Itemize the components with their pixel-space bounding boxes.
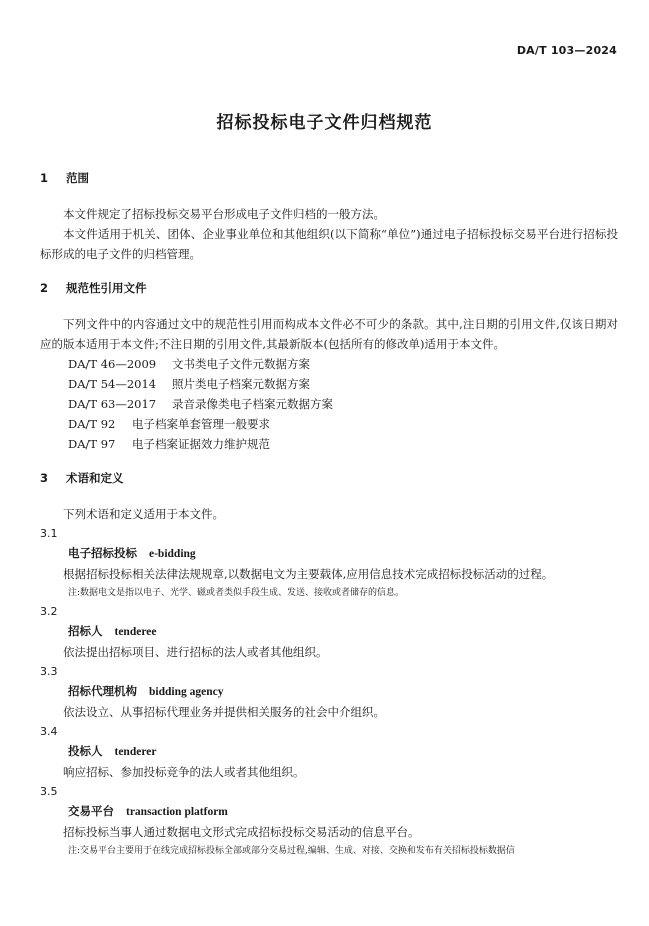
- section-heading: [40, 170, 618, 186]
- term-definition: 依法设立、从事招标代理业务并提供相关服务的社会中介组织。: [63, 705, 385, 719]
- document-title: 招标投标电子文件归档规范: [216, 113, 433, 133]
- reference-item: [40, 354, 618, 374]
- term-definition: 依法提出招标项目、进行招标的法人或者其他组织。: [63, 645, 328, 659]
- section-scope: [40, 170, 618, 264]
- term-number: 3.1: [40, 527, 58, 540]
- term-number: 3.4: [40, 725, 58, 738]
- section-title: 术语和定义: [66, 471, 124, 485]
- term-note: 注:数据电文是指以电子、光学、磁或者类似手段生成、发送、接收或者储存的信息。: [68, 588, 405, 598]
- section-heading: [40, 280, 618, 296]
- term-number: 3.2: [40, 605, 58, 618]
- reference-code: DA/T 46—2009: [68, 357, 157, 371]
- term-heading: [40, 741, 618, 762]
- term-english: tenderee: [114, 626, 157, 638]
- term-note: 注:交易平台主要用于在线完成招标投标全部或部分交易过程,编辑、生成、对接、交换和发布有关招标投标数据信: [68, 846, 515, 856]
- term-chinese: 投标人: [68, 744, 103, 758]
- section-number: 2: [40, 281, 49, 295]
- term-heading: [40, 681, 618, 702]
- term-entry: [40, 602, 618, 662]
- term-english: e-bidding: [149, 548, 196, 560]
- term-heading: [40, 801, 618, 822]
- reference-item: [40, 414, 618, 434]
- term-heading: [40, 621, 618, 642]
- term-entry: [40, 722, 618, 782]
- term-english: bidding agency: [149, 686, 224, 698]
- term-entry: [40, 782, 618, 860]
- section-terms-definitions: [40, 470, 618, 860]
- term-entry: [40, 662, 618, 722]
- reference-list: [40, 354, 618, 454]
- term-chinese: 招标人: [68, 624, 103, 638]
- term-definition: 招标投标当事人通过数据电文形式完成招标投标交易活动的信息平台。: [63, 825, 420, 839]
- term-definition: 根据招标投标相关法律法规规章,以数据电文为主要载体,应用信息技术完成招标投标活动的过程。: [63, 567, 554, 581]
- term-chinese: 招标代理机构: [68, 684, 137, 698]
- term-chinese: 电子招标投标: [68, 546, 137, 560]
- document-body: [40, 170, 618, 876]
- reference-code: DA/T 63—2017: [68, 397, 157, 411]
- section-title: 范围: [66, 171, 89, 185]
- reference-code: DA/T 92: [68, 417, 116, 431]
- term-english: transaction platform: [126, 806, 228, 818]
- term-heading: [40, 543, 618, 564]
- term-number: 3.5: [40, 785, 58, 798]
- reference-item: [40, 434, 618, 454]
- paragraph: 下列文件中的内容通过文中的规范性引用而构成本文件必不可少的条款。其中,注日期的引用文件,仅该日期对应的版本适用于本文件;不注日期的引用文件,其最新版本(包括所有的修改单)适用于本文件。: [40, 317, 618, 351]
- reference-name: 录音录像类电子档案元数据方案: [172, 397, 333, 411]
- section-heading: [40, 470, 618, 486]
- reference-name: 电子档案证据效力维护规范: [132, 437, 270, 451]
- section-number: 1: [40, 171, 49, 185]
- term-definition: 响应招标、参加投标竞争的法人或者其他组织。: [63, 765, 305, 779]
- paragraph: 本文件适用于机关、团体、企业事业单位和其他组织(以下简称“单位”)通过电子招标投标交易平台进行招标投标形成的电子文件的归档管理。: [40, 227, 618, 261]
- paragraph: 本文件规定了招标投标交易平台形成电子文件归档的一般方法。: [63, 207, 385, 221]
- reference-name: 文书类电子文件元数据方案: [172, 357, 310, 371]
- section-title: 规范性引用文件: [66, 281, 147, 295]
- reference-item: [40, 374, 618, 394]
- reference-item: [40, 394, 618, 414]
- term-number: 3.3: [40, 665, 58, 678]
- reference-name: 电子档案单套管理一般要求: [132, 417, 270, 431]
- reference-code: DA/T 54—2014: [68, 377, 157, 391]
- section-normative-references: [40, 280, 618, 454]
- term-entry: [40, 524, 618, 602]
- reference-code: DA/T 97: [68, 437, 116, 451]
- paragraph: 下列术语和定义适用于本文件。: [63, 507, 224, 521]
- term-english: tenderer: [114, 746, 157, 758]
- section-number: 3: [40, 471, 49, 485]
- document-code: DA/T 103—2024: [516, 44, 617, 57]
- reference-name: 照片类电子档案元数据方案: [172, 377, 310, 391]
- term-chinese: 交易平台: [68, 804, 114, 818]
